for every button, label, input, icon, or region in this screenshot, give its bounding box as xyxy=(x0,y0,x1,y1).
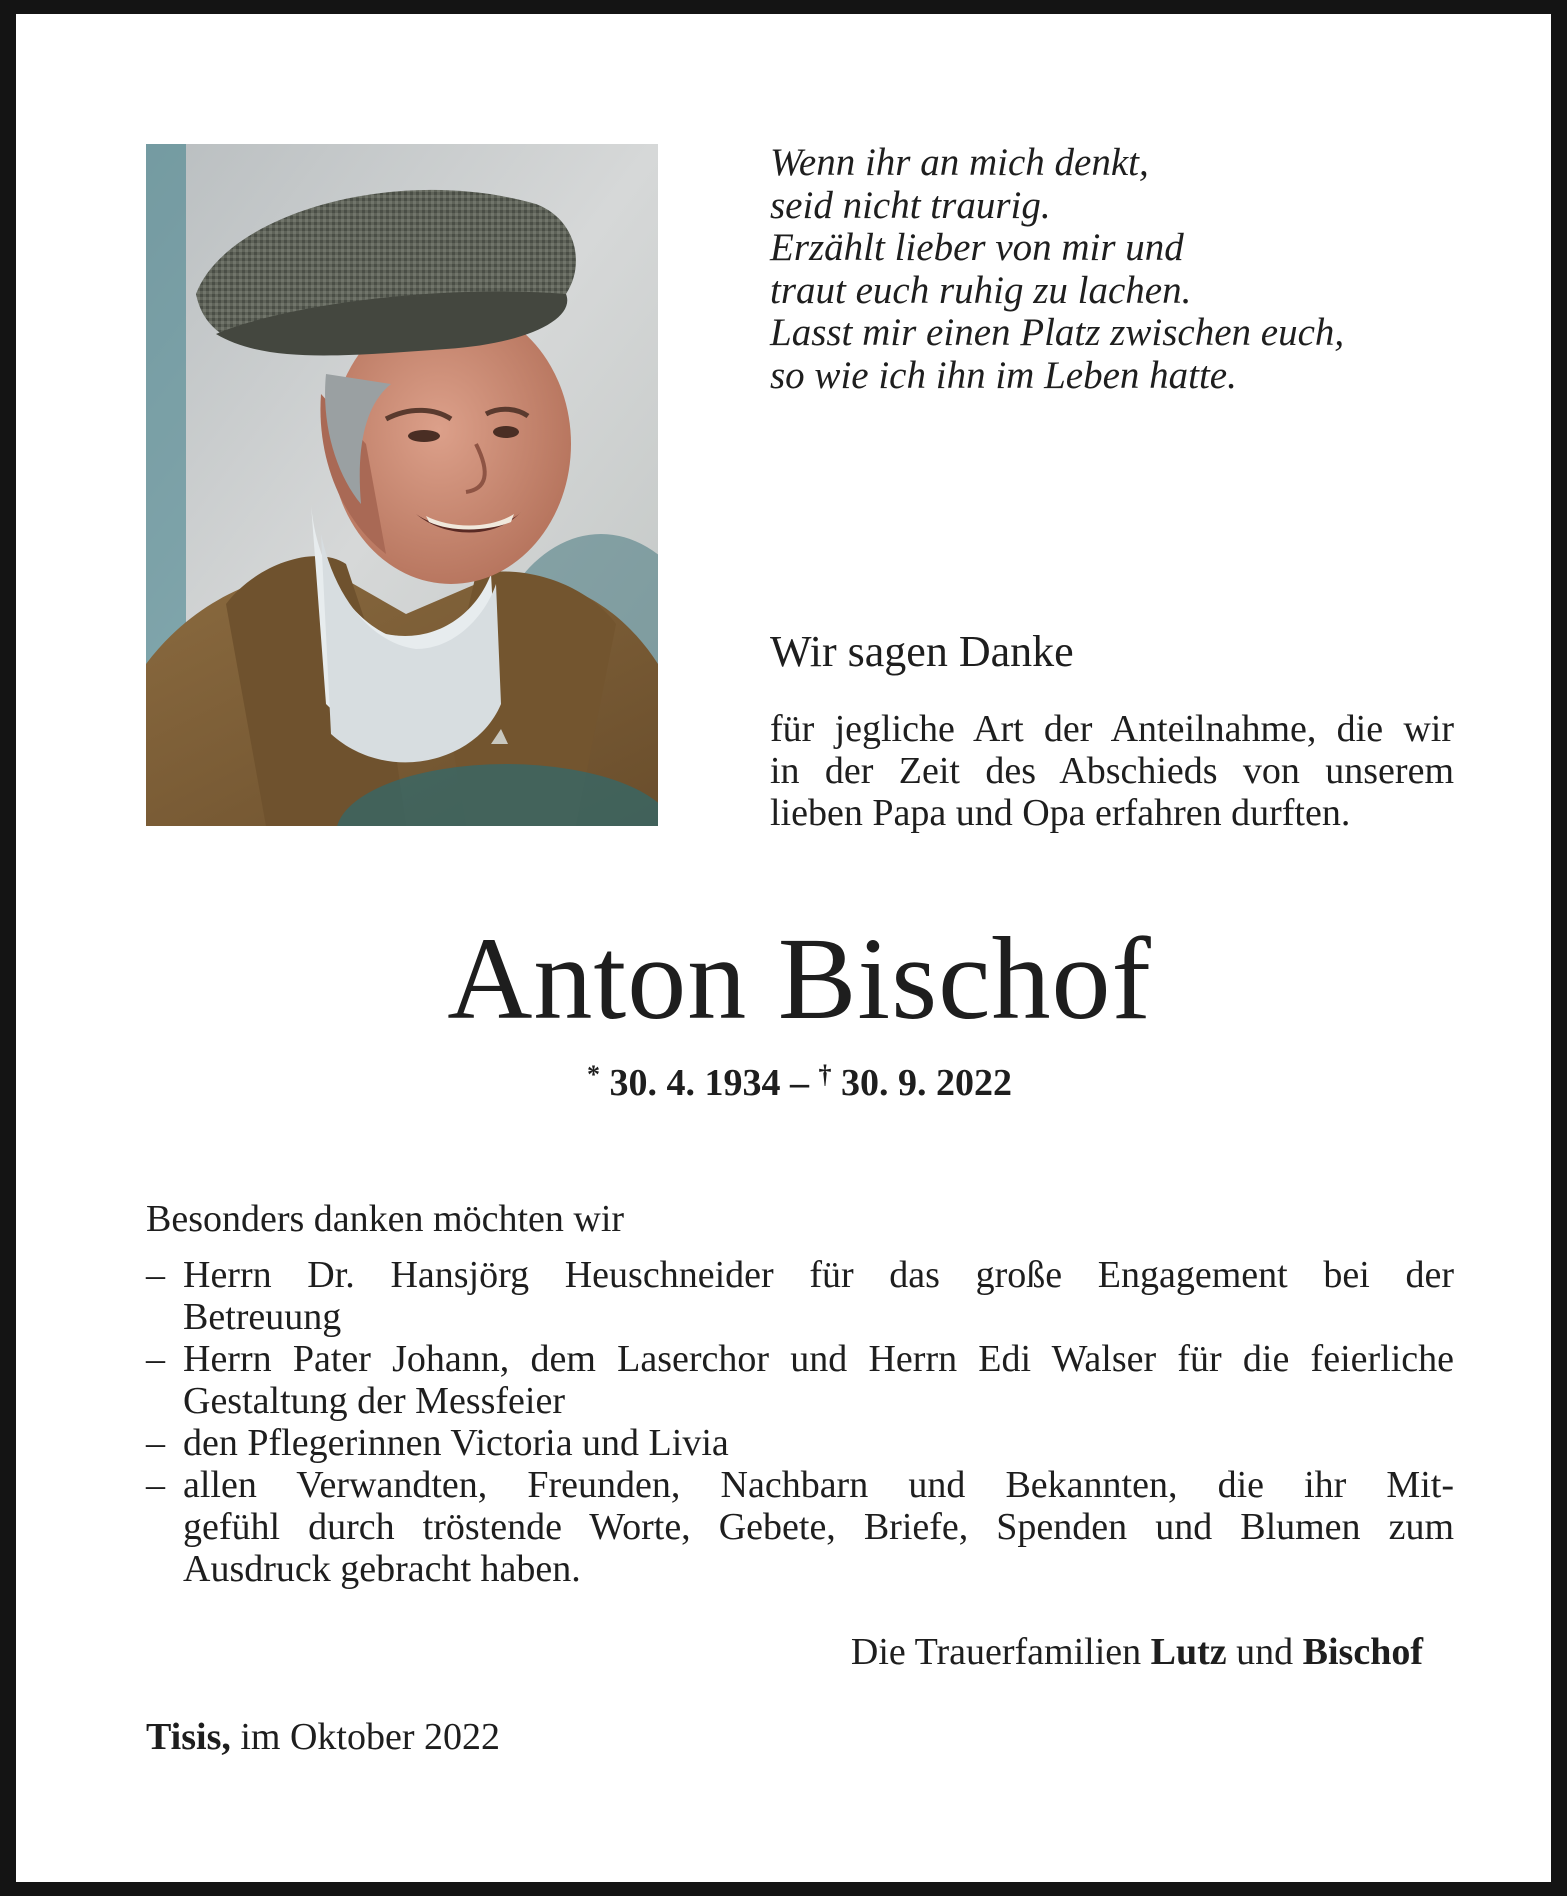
poem-line: Erzählt lieber von mir und xyxy=(770,226,1184,269)
date: im Oktober 2022 xyxy=(240,1716,500,1758)
list-item xyxy=(146,1254,1454,1338)
poem-line: seid nicht traurig. xyxy=(770,183,1051,227)
thanks-line: in der Zeit des Abschieds von unserem xyxy=(770,750,1454,792)
thanks-heading: Wir sagen Danke xyxy=(770,627,1074,676)
family-name-bischof: Bischof xyxy=(1302,1631,1423,1673)
list-bullet: – xyxy=(146,1422,165,1464)
poem xyxy=(770,142,1490,397)
list-item-line: Herrn Dr. Hansjörg Heuschneider für das große Engagement bei der xyxy=(183,1254,1454,1296)
signature-prefix: Die Trauerfamilien xyxy=(850,1631,1142,1673)
birth-date: 30. 4. 1934 xyxy=(609,1062,781,1104)
list-item-line: Gestaltung der Messfeier xyxy=(183,1380,565,1422)
thanks-text xyxy=(770,708,1454,834)
list-item xyxy=(146,1464,1454,1590)
portrait-photo xyxy=(146,144,658,826)
portrait-illustration xyxy=(146,144,658,826)
list-item-line: Herrn Pater Johann, dem Laserchor und Herrn Edi Walser für die feierliche xyxy=(183,1338,1454,1380)
signature-conjunction: und xyxy=(1236,1631,1294,1673)
list-bullet: – xyxy=(146,1254,165,1296)
poem-line: Wenn ihr an mich denkt, xyxy=(770,141,1149,184)
list-item xyxy=(146,1338,1454,1422)
birth-mark: * xyxy=(587,1060,600,1089)
list-item-line: den Pflegerinnen Victoria und Livia xyxy=(183,1422,729,1464)
place-date xyxy=(146,1714,500,1760)
list-item-line: allen Verwandten, Freunden, Nachbarn und Bekannten, die ihr Mit- xyxy=(183,1464,1454,1506)
poem-line: Lasst mir einen Platz zwischen euch, xyxy=(770,311,1345,354)
death-date: 30. 9. 2022 xyxy=(841,1062,1012,1104)
list-bullet: – xyxy=(146,1338,165,1380)
date-separator: – xyxy=(790,1062,809,1104)
list-item-line: Ausdruck gebracht haben. xyxy=(183,1548,581,1590)
poem-line: so wie ich ihn im Leben hatte. xyxy=(770,353,1237,397)
life-dates xyxy=(16,1052,1567,1106)
list-item-line: Betreuung xyxy=(183,1296,342,1338)
special-thanks-list xyxy=(146,1254,1454,1590)
place: Tisis, xyxy=(146,1716,231,1758)
deceased-name: Anton Bischof xyxy=(447,913,1152,1044)
list-item-line: gefühl durch tröstende Worte, Gebete, Briefe, Spenden und Blumen zum xyxy=(183,1506,1454,1548)
list-bullet: – xyxy=(146,1464,165,1506)
list-item xyxy=(146,1422,1454,1464)
family-name-lutz: Lutz xyxy=(1150,1631,1227,1673)
thanks-line: für jegliche Art der Anteilnahme, die wir xyxy=(770,708,1454,750)
thanks-line: lieben Papa und Opa erfahren durften. xyxy=(770,792,1351,834)
signature xyxy=(851,1629,1423,1675)
special-thanks-intro: Besonders danken möchten wir xyxy=(146,1198,625,1240)
poem-line: traut euch ruhig zu lachen. xyxy=(770,268,1192,312)
death-mark: † xyxy=(818,1060,832,1089)
